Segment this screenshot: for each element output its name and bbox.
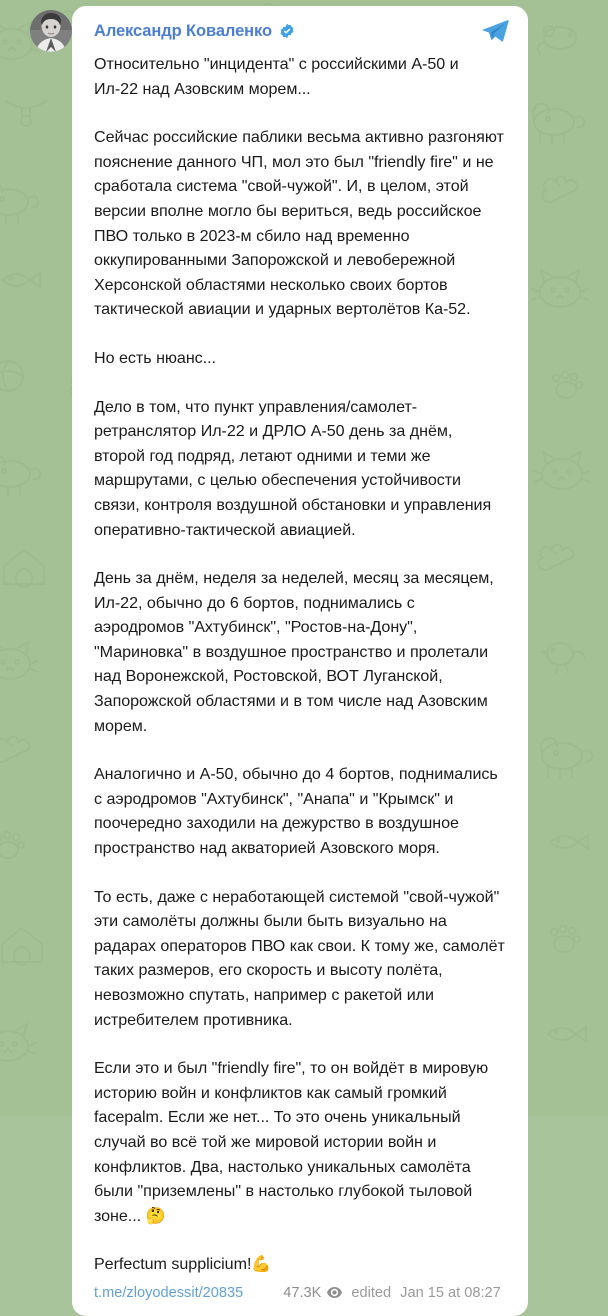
post-paragraph: Относительно "инцидента" с российскими А-50 и Ил-22 над Азовским морем... (94, 55, 459, 98)
post-permalink[interactable]: t.me/zloyodessit/20835 (94, 1284, 244, 1301)
post-paragraph: Аналогично и А-50, обычно до 4 бортов, поднимались с аэродромов "Ахтубинск", "Анапа" и "Крымск" и поочередно заходили на дежурство в воздушное пространство над акваторией Азовского моря. (94, 765, 498, 858)
post-meta (283, 1285, 501, 1301)
eye-icon (327, 1287, 342, 1298)
avatar[interactable] (30, 10, 72, 52)
post-paragraph: Сейчас российские паблики весьма активно разгоняют пояснение данного ЧП, мол это был "friendly fire" и не сработала система "свой-чужой". И, в целом, этой версии вполне могло бы вериться, ведь российское ПВО только в 2023-м сбило над временно оккупированными Запорожской и левобережной Херсонской областями несколько своих бортов тактической авиации и ударных вертолётов Ка-52. (94, 128, 504, 319)
post-paragraph: Если это и был "friendly fire", то он войдёт в мировую историю войн и конфликтов как самый громкий facepalm. Если же нет... То это очень уникальный случай во всё той же мировой истории войн и конфликтов. Два, настолько уникальных самолёта были "приземлены" в настолько глубокой тыловой зоне... 🤔 (94, 1059, 489, 1225)
post-footer (94, 1280, 506, 1306)
telegram-logo-icon (480, 16, 510, 46)
post-paragraph: Но есть нюанс... (94, 348, 216, 367)
post-paragraph: День за днём, неделя за неделей, месяц за месяцем, Ил-22, обычно до 6 бортов, поднимались с аэродромов "Ахтубинск", "Ростов-на-Дону", "Мариновка" в воздушное пространство и пролетали над Воронежской, Ростовской, ВОТ Луганской, Запорожской областями и в том числе над Азовским морем. (94, 569, 494, 735)
post-body (94, 52, 506, 1277)
timestamp: Jan 15 at 08:27 (400, 1284, 501, 1301)
views-count: 47.3K (283, 1284, 322, 1301)
telegram-post-card (72, 6, 528, 1316)
verified-check-icon (279, 23, 295, 39)
channel-name[interactable]: Александр Коваленко (94, 21, 272, 40)
post-paragraph: Дело в том, что пункт управления/самолет-ретранслятор Ил-22 и ДРЛО А-50 день за днём, второй год подряд, летают одними и теми же маршрутами, с целью обеспечения устойчивости связи, контроля воздушной обстановки и управления оперативно-тактической авиацией. (94, 397, 492, 539)
post-paragraph: То есть, даже с неработающей системой "свой-чужой" эти самолёты должны были быть визуально на радарах операторов ПВО как свои. К тому же, самолёт таких размеров, его скорость и высоту полёта, невозможно спутать, например с ракетой или истребителем противника. (94, 887, 505, 1029)
post-header (94, 20, 506, 42)
post-paragraph-signature: Perfectum supplicium!💪 (94, 1255, 272, 1274)
edited-label: edited (351, 1284, 392, 1301)
